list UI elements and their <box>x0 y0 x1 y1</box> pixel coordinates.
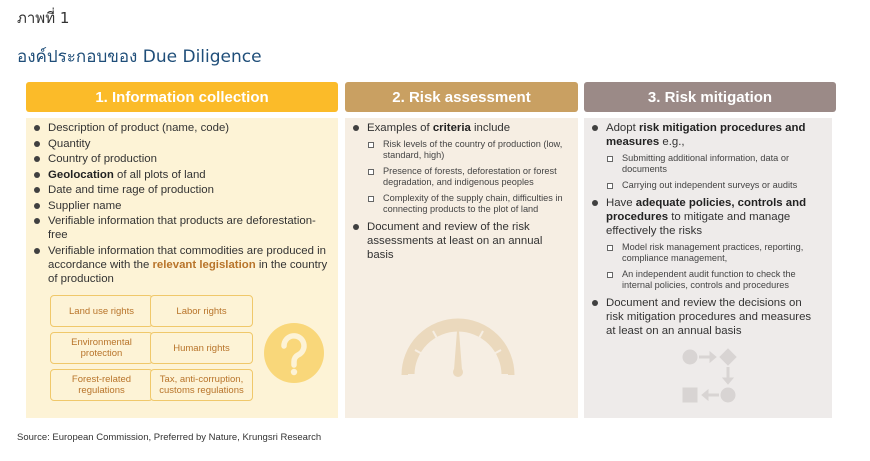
column-risk-assessment <box>345 118 578 418</box>
list-item: Verifiable information that products are deforestation-free <box>26 214 330 242</box>
list-item: Country of production <box>26 152 330 166</box>
list-item: Adopt risk mitigation procedures and measures e.g., Submitting additional information, data or documents Carrying out independent surveys or audits <box>584 121 822 191</box>
tag-land-use-rights: Land use rights <box>50 295 153 327</box>
sub-list-item: Complexity of the supply chain, difficulties in connecting products to the plot of land <box>367 193 568 215</box>
list-item: Document and review of the risk assessments at least on an annual basis <box>345 220 568 262</box>
figure-label: ภาพที่ 1 <box>17 9 70 27</box>
assessment-list <box>345 121 578 262</box>
process-flow-icon <box>682 348 740 406</box>
tag-environmental-protection: Environmental protection <box>50 332 153 364</box>
list-item: Date and time rage of production <box>26 183 330 197</box>
diagram-title: องค์ประกอบของ Due Diligence <box>17 47 262 67</box>
list-item: Quantity <box>26 137 330 151</box>
list-item: Have adequate policies, controls and procedures to mitigate and manage effectively the risks Model risk management practices, reporting, compliance management, An independent audit function to check the internal policies, controls and procedures <box>584 196 822 291</box>
header-risk-mitigation: 3. Risk mitigation <box>584 82 836 112</box>
sub-list-item: Risk levels of the country of production (low, standard, high) <box>367 139 568 161</box>
tag-tax-anti-corruption-customs: Tax, anti-corruption, customs regulations <box>150 369 253 401</box>
mitigation-list <box>584 121 832 338</box>
header-risk-assessment: 2. Risk assessment <box>345 82 578 112</box>
information-list <box>26 121 338 286</box>
sub-list-item: Model risk management practices, reporting, compliance management, <box>606 242 822 264</box>
sub-list-item: Presence of forests, deforestation or forest degradation, and indigenous peoples <box>367 166 568 188</box>
header-information-collection: 1. Information collection <box>26 82 338 112</box>
question-mark-icon <box>263 322 325 384</box>
policies-sublist <box>606 242 822 291</box>
list-item: Geolocation of all plots of land <box>26 168 330 182</box>
source-note: Source: European Commission, Preferred by Nature, Krungsri Research <box>17 432 322 443</box>
list-item: Supplier name <box>26 199 330 213</box>
list-item: Document and review the decisions on risk mitigation procedures and measures at least on an annual basis <box>584 296 822 338</box>
sub-list-item: An independent audit function to check the internal policies, controls and procedures <box>606 269 822 291</box>
tag-labor-rights: Labor rights <box>150 295 253 327</box>
criteria-sublist <box>367 139 568 215</box>
column-risk-mitigation <box>584 118 832 418</box>
sub-list-item: Carrying out independent surveys or audits <box>606 180 822 191</box>
tag-forest-related-regulations: Forest-related regulations <box>50 369 153 401</box>
list-item: Description of product (name, code) <box>26 121 330 135</box>
mitigation-sublist <box>606 153 822 191</box>
sub-list-item: Submitting additional information, data or documents <box>606 153 822 175</box>
column-information-collection <box>26 118 338 418</box>
tag-human-rights: Human rights <box>150 332 253 364</box>
list-item: Verifiable information that commodities are produced in accordance with the relevant legislation in the country of production <box>26 244 330 286</box>
list-item: Examples of criteria include Risk levels of the country of production (low, standard, high) Presence of forests, deforestation or forest degradation, and indigenous peoples Complexity of the supply chain, difficulties in connecting products to the plot of land <box>345 121 568 215</box>
gauge-icon <box>401 314 515 378</box>
